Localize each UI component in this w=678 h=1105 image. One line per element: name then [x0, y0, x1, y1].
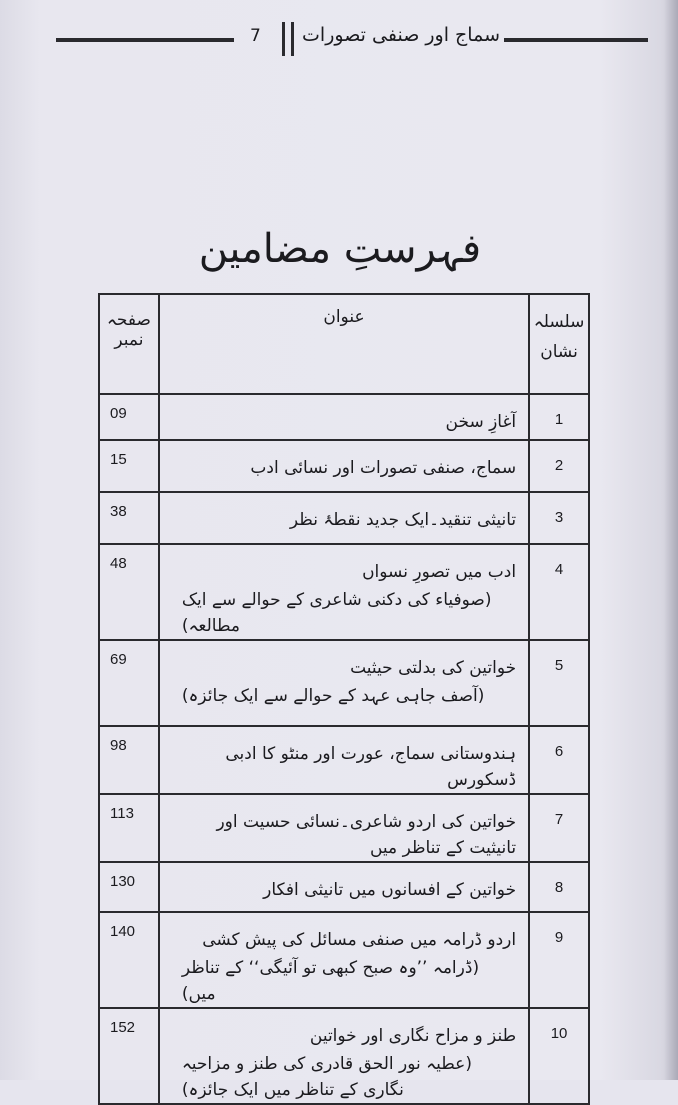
table-header-row	[99, 294, 589, 394]
row-title-cell	[159, 862, 529, 912]
page-spine-shadow	[664, 0, 678, 1080]
table-row	[99, 862, 589, 912]
row-subtitle: (صوفیاء کی دکنی شاعری کے حوالے سے ایک مطالعہ)	[181, 590, 492, 636]
row-subtitle: (عطیہ نور الحق قادری کی طنز و مزاحیہ نگاری کے تناظر میں ایک جائزہ)	[181, 1054, 472, 1100]
row-serial: 5	[529, 640, 589, 726]
row-page: 130	[99, 862, 159, 912]
header-rule-right	[504, 38, 648, 42]
row-title: خواتین کی اردو شاعری۔نسائی حسیت اور تانیثیت کے تناظر میں	[216, 812, 517, 858]
row-title: تانیثی تنقید۔ایک جدید نقطۂ نظر	[289, 510, 517, 530]
table-row	[99, 1008, 589, 1104]
column-header-page: صفحہ نمبر	[99, 294, 159, 394]
column-header-serial: سلسلہ نشان	[529, 294, 589, 394]
row-title: ہندوستانی سماج، عورت اور منٹو کا ادبی ڈسکورس	[225, 744, 517, 790]
row-page: 152	[99, 1008, 159, 1104]
row-title-cell	[159, 794, 529, 862]
column-header-title: عنوان	[159, 294, 529, 394]
row-page: 113	[99, 794, 159, 862]
row-page: 09	[99, 394, 159, 440]
row-page: 98	[99, 726, 159, 794]
row-title: طنز و مزاح نگاری اور خواتین	[309, 1026, 517, 1046]
table-row	[99, 640, 589, 726]
row-serial: 1	[529, 394, 589, 440]
row-title-cell	[159, 492, 529, 544]
row-title: اردو ڈرامہ میں صنفی مسائل کی پیش کشی	[202, 930, 517, 950]
table-row	[99, 492, 589, 544]
row-serial: 4	[529, 544, 589, 640]
table-row	[99, 794, 589, 862]
page-title: فہرستِ مضامین	[198, 226, 482, 272]
row-page: 48	[99, 544, 159, 640]
row-title: خواتین کی بدلتی حیثیت	[350, 658, 517, 678]
row-title-cell	[159, 1008, 529, 1104]
row-subtitle: (آصف جاہی عہد کے حوالے سے ایک جائزہ)	[181, 686, 485, 706]
row-serial: 2	[529, 440, 589, 492]
running-header	[56, 20, 648, 60]
row-title-cell	[159, 440, 529, 492]
contents-table	[98, 293, 590, 1105]
row-title-cell	[159, 912, 529, 1008]
row-title: سماج، صنفی تصورات اور نسائی ادب	[250, 458, 517, 478]
row-title-cell	[159, 394, 529, 440]
row-title-cell	[159, 726, 529, 794]
row-title-cell	[159, 640, 529, 726]
row-serial: 9	[529, 912, 589, 1008]
header-double-bar	[282, 22, 294, 56]
header-book-title: سماج اور صنفی تصورات	[302, 24, 500, 46]
header-rule-left	[56, 38, 234, 42]
table-row	[99, 394, 589, 440]
row-title: ادب میں تصورِ نسواں	[362, 562, 517, 582]
row-serial: 8	[529, 862, 589, 912]
table-row	[99, 912, 589, 1008]
row-serial: 7	[529, 794, 589, 862]
table-row	[99, 544, 589, 640]
table-row	[99, 726, 589, 794]
row-serial: 6	[529, 726, 589, 794]
row-title: آغازِ سخن	[445, 412, 517, 432]
row-page: 140	[99, 912, 159, 1008]
row-page: 38	[99, 492, 159, 544]
row-subtitle: (ڈرامہ ’’وہ صبح کبھی تو آئیگی‘‘ کے تناظر میں)	[181, 958, 480, 1004]
row-serial: 3	[529, 492, 589, 544]
row-page: 69	[99, 640, 159, 726]
row-title: خواتین کے افسانوں میں تانیثی افکار	[263, 880, 517, 900]
row-page: 15	[99, 440, 159, 492]
table-row	[99, 440, 589, 492]
row-serial: 10	[529, 1008, 589, 1104]
row-title-cell	[159, 544, 529, 640]
header-page-number: 7	[250, 26, 261, 46]
